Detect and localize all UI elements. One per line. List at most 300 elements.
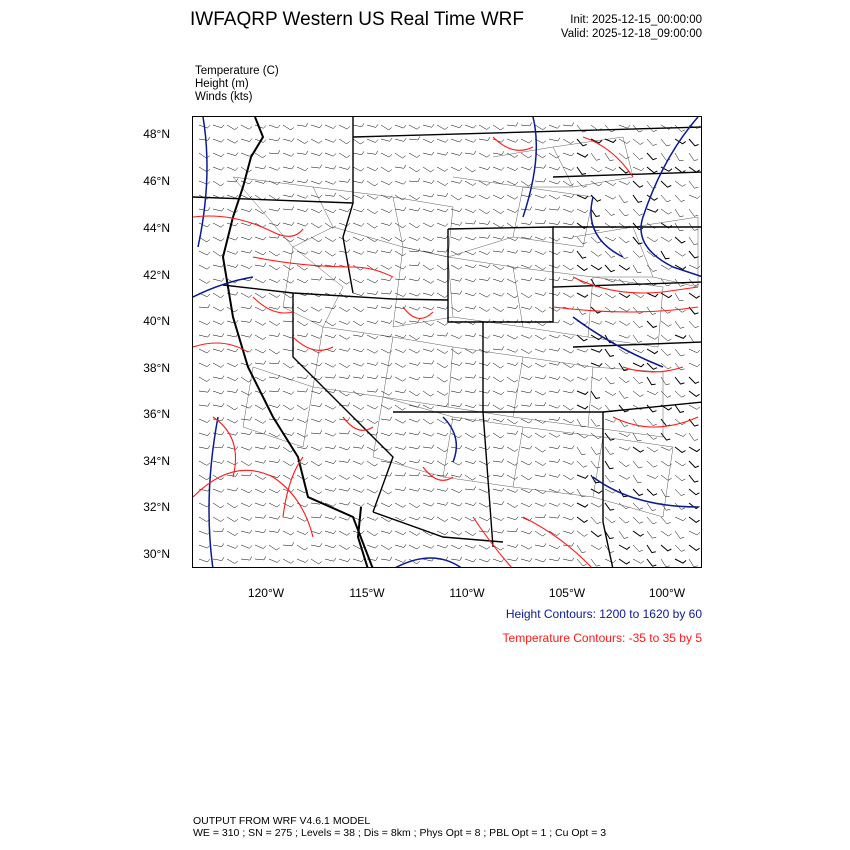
wind-barb: [647, 391, 658, 395]
wind-barb: [451, 291, 462, 295]
wind-barb: [353, 139, 364, 144]
wind-barb: [633, 363, 644, 367]
wind-barb: [535, 208, 546, 211]
wind-barb: [549, 167, 560, 170]
wind-barb: [549, 459, 560, 462]
wind-barb: [591, 349, 602, 352]
wind-barb: [213, 528, 224, 532]
wind-barb: [605, 181, 616, 186]
wind-barb: [507, 209, 518, 213]
wind-barb: [549, 181, 560, 184]
wind-barb: [297, 179, 308, 182]
wind-barb: [437, 306, 448, 309]
wind-barb: [311, 153, 322, 156]
wind-barb: [353, 307, 364, 312]
wind-barb: [297, 559, 308, 563]
wind-barb: [507, 558, 518, 561]
wind-barb: [199, 251, 210, 255]
wind-barb: [549, 277, 560, 281]
wind-barb: [549, 251, 560, 255]
wind-barb: [353, 445, 364, 449]
wind-barb: [437, 181, 448, 186]
county-borders-layer: [233, 137, 698, 517]
wind-barb: [283, 237, 294, 242]
wind-barb: [325, 460, 336, 463]
wind-barb: [591, 167, 602, 172]
temperature-contour-legend: Temperature Contours: -35 to 35 by 5: [502, 631, 702, 645]
wind-barb: [633, 517, 643, 523]
wind-barb: [577, 517, 588, 522]
wind-barb: [255, 180, 266, 183]
wind-barb: [381, 250, 392, 253]
wind-barb: [633, 153, 643, 159]
wind-barb: [381, 363, 392, 366]
wind-barb: [619, 517, 629, 523]
wind-barb: [199, 517, 210, 522]
wind-barb: [395, 419, 406, 423]
wind-barb: [199, 461, 210, 465]
wind-barb: [311, 307, 322, 311]
wind-barb: [353, 405, 364, 410]
wind-barb: [437, 447, 448, 452]
wind-barb: [689, 181, 698, 188]
wind-barb: [605, 517, 615, 523]
wind-barb: [367, 389, 378, 393]
wind-barb: [423, 292, 434, 295]
wind-barb: [227, 405, 238, 410]
wind-barb: [325, 375, 336, 379]
wind-barb: [213, 125, 224, 128]
wind-barb: [633, 167, 644, 171]
wind-barb: [437, 488, 448, 491]
wind-barb: [549, 405, 560, 408]
wind-barb: [493, 223, 504, 228]
wind-barb: [395, 181, 406, 184]
wind-barb: [451, 180, 462, 183]
wind-barb: [213, 557, 224, 560]
wind-barb: [409, 136, 420, 140]
wind-barb: [661, 461, 672, 466]
wind-barb: [563, 363, 574, 368]
wind-barb: [605, 125, 615, 132]
wind-barb: [409, 432, 420, 435]
wind-barb: [549, 237, 560, 241]
wind-barb: [213, 444, 224, 448]
wind-barb: [213, 293, 224, 298]
wind-barb: [255, 166, 266, 169]
wind-barb: [227, 531, 238, 536]
wind-barb: [409, 460, 420, 463]
wind-barb: [283, 559, 294, 563]
wind-barb: [381, 167, 392, 172]
wind-barb: [199, 279, 210, 284]
wind-barb: [381, 391, 392, 395]
wind-barb: [241, 489, 252, 493]
wind-barb: [437, 349, 448, 354]
wind-barb: [297, 405, 308, 410]
wind-barb: [241, 237, 252, 240]
wind-barb: [339, 447, 350, 450]
wind-barb: [311, 419, 322, 422]
wind-barb: [465, 433, 476, 438]
wind-barb: [633, 447, 644, 452]
map-title: IWFAQRP Western US Real Time WRF: [190, 9, 524, 30]
wind-barb: [367, 195, 378, 199]
wind-barb: [689, 153, 698, 161]
wind-barb: [493, 488, 504, 491]
wind-barb: [633, 433, 642, 441]
wind-barb: [465, 151, 476, 155]
wind-barb: [451, 531, 462, 535]
wind-barb: [423, 152, 434, 155]
wind-barb: [381, 277, 392, 280]
wind-barb: [591, 545, 602, 550]
wind-barb: [395, 377, 406, 381]
wind-barb: [661, 251, 670, 259]
wind-barb: [619, 237, 629, 243]
wind-barb: [339, 209, 350, 212]
wind-barb: [479, 235, 490, 239]
wind-barb: [479, 153, 490, 157]
wind-barb: [633, 251, 643, 257]
wind-barb: [283, 418, 294, 421]
wind-barb: [297, 321, 308, 326]
wind-barb: [255, 529, 266, 532]
wind-barb: [521, 139, 532, 143]
wind-barb: [647, 559, 656, 566]
wind-barb: [367, 223, 378, 228]
height-contour-legend: Height Contours: 1200 to 1620 by 60: [505, 607, 702, 621]
wind-barb: [521, 306, 532, 309]
wind-barb: [451, 139, 462, 142]
wind-barb: [577, 559, 587, 566]
wind-barb: [255, 279, 266, 283]
wind-barb: [283, 222, 294, 225]
wind-barb: [241, 503, 252, 507]
field-height: Height (m): [195, 78, 249, 90]
wind-barb: [479, 125, 490, 130]
wind-barb: [311, 125, 322, 128]
wind-barb: [647, 503, 656, 511]
wind-barb: [451, 125, 462, 128]
wind-barb: [689, 293, 700, 298]
wind-barb: [311, 139, 322, 143]
wind-barb: [493, 209, 504, 214]
wind-barb: [493, 334, 504, 337]
wind-barb: [381, 530, 392, 533]
wind-barb: [311, 181, 322, 184]
wind-barb: [535, 503, 546, 506]
wind-barb: [507, 431, 518, 434]
wind-barb: [395, 349, 406, 353]
wind-barb: [549, 362, 560, 365]
wind-barb: [521, 265, 532, 268]
wind-barb: [521, 489, 532, 493]
wind-barb: [675, 447, 686, 453]
wind-barb: [339, 559, 350, 562]
wind-barb: [241, 545, 252, 548]
wind-barb: [535, 514, 546, 518]
wind-barb: [297, 123, 308, 127]
wind-barb: [325, 488, 336, 491]
wind-barb: [563, 405, 574, 410]
wind-barb: [339, 348, 350, 351]
wind-barb: [661, 391, 671, 397]
wind-barb: [409, 125, 420, 129]
wind-barb: [535, 278, 546, 281]
wind-barb: [675, 335, 686, 338]
wind-barb: [353, 461, 364, 464]
wind-barb: [479, 559, 490, 562]
wind-barb: [451, 265, 462, 269]
wind-barb: [395, 487, 406, 491]
wind-barb: [297, 545, 308, 550]
wind-barb: [269, 503, 280, 507]
wind-barb: [213, 517, 224, 522]
wind-barb: [381, 222, 392, 225]
wind-barb: [465, 361, 476, 364]
wind-barb: [493, 249, 504, 253]
wind-barb: [255, 321, 266, 325]
wind-barb: [591, 307, 601, 313]
wind-barb: [423, 180, 434, 183]
wind-barb: [437, 293, 448, 298]
wind-barb: [409, 223, 420, 228]
wind-barb: [563, 265, 574, 270]
wind-barb: [465, 475, 476, 480]
valid-time: Valid: 2025-12-18_09:00:00: [560, 28, 702, 40]
wind-barb: [591, 559, 600, 566]
wind-barb: [297, 349, 308, 352]
wind-barb: [423, 334, 434, 337]
wind-barb: [395, 125, 406, 128]
field-winds: Winds (kts): [195, 91, 253, 103]
wind-barb: [619, 391, 628, 398]
wind-barb: [269, 516, 280, 519]
wind-barb: [521, 503, 532, 507]
wind-barb: [521, 446, 532, 449]
wind-barb: [199, 265, 210, 269]
wind-barb: [297, 446, 308, 449]
wind-barb: [213, 334, 224, 337]
wind-barb: [549, 503, 560, 506]
wind-barb: [605, 209, 615, 216]
wind-barb: [549, 221, 560, 224]
wind-barb: [521, 249, 532, 253]
wind-barb: [535, 376, 546, 379]
wind-barb: [661, 517, 671, 524]
wind-barb: [311, 237, 322, 242]
wind-barb: [381, 209, 392, 213]
wind-barb: [241, 517, 252, 520]
wind-barb: [255, 153, 266, 158]
wind-barb: [269, 306, 280, 309]
wind-barb: [521, 153, 532, 158]
wind-barb: [213, 264, 224, 267]
weather-map: [192, 116, 702, 568]
wind-barb: [563, 235, 574, 238]
coastline-layer: [223, 117, 373, 568]
wind-barb: [241, 139, 252, 142]
wind-barb: [199, 304, 210, 308]
wind-barb: [521, 277, 532, 280]
wind-barb: [465, 293, 476, 296]
wind-barb: [241, 265, 252, 269]
wind-barb: [507, 461, 518, 465]
wind-barb: [479, 195, 490, 199]
wind-barb: [633, 559, 644, 563]
wind-barb: [395, 165, 406, 168]
wind-barb: [395, 405, 406, 410]
wind-barb: [241, 250, 252, 253]
wind-barb: [395, 363, 406, 367]
wind-barb: [521, 349, 532, 354]
wind-barb: [465, 390, 476, 393]
wind-barb: [493, 236, 504, 239]
wind-barb: [535, 165, 546, 169]
wind-barb: [325, 558, 336, 561]
wind-barb: [437, 531, 448, 535]
wind-barb: [465, 559, 476, 562]
wind-barb: [493, 265, 504, 270]
wind-barb: [283, 166, 294, 169]
wind-barb: [395, 390, 406, 393]
wind-barb: [521, 558, 532, 561]
wind-barb: [325, 153, 336, 156]
wind-barb: [451, 362, 462, 365]
field-temperature: Temperature (C): [195, 65, 279, 77]
wind-barb: [339, 502, 350, 505]
wind-barb: [507, 377, 518, 382]
wind-barb: [591, 265, 602, 270]
wind-barb: [479, 251, 490, 255]
wind-barb: [339, 179, 350, 182]
wind-barb: [521, 221, 532, 224]
wind-barb: [283, 363, 294, 368]
wind-barb: [241, 417, 252, 421]
wind-barb: [535, 363, 546, 367]
wind-barb: [689, 405, 700, 409]
wind-barb: [423, 124, 434, 127]
wind-barb: [605, 265, 615, 272]
wind-barb: [675, 391, 685, 397]
wind-barb: [619, 181, 630, 185]
wind-barb: [563, 446, 574, 449]
wind-barb: [339, 279, 350, 284]
wind-barb: [689, 139, 699, 146]
wind-barb: [395, 276, 406, 280]
wind-barb: [451, 557, 462, 561]
wind-barb: [577, 531, 588, 536]
wind-barb: [577, 349, 588, 352]
wind-barb: [479, 529, 490, 533]
wind-barb: [605, 167, 616, 171]
wind-barb: [423, 391, 434, 396]
wind-barb: [451, 390, 462, 393]
wind-barb: [521, 545, 532, 549]
wind-barb: [451, 377, 462, 380]
wind-barb: [269, 138, 280, 141]
wind-barb: [605, 461, 614, 469]
wind-barb: [535, 461, 546, 466]
wind-barb: [507, 181, 518, 185]
wind-barb: [269, 150, 280, 154]
wind-barb: [549, 207, 560, 211]
wind-barb: [283, 279, 294, 283]
wind-barb: [367, 151, 378, 155]
wind-barb: [367, 209, 378, 214]
lat-label: 36°N: [143, 407, 170, 421]
wind-barb: [507, 335, 518, 339]
wind-barb: [647, 335, 658, 339]
wind-barb: [493, 125, 504, 130]
wind-barb: [227, 419, 238, 423]
lat-label: 34°N: [143, 454, 170, 468]
wind-barb: [507, 517, 518, 520]
wind-barb: [549, 265, 560, 268]
wind-barb: [675, 153, 684, 161]
wind-barb: [269, 167, 280, 170]
wind-barb: [409, 248, 420, 252]
wind-barb: [563, 335, 574, 339]
wind-barb: [437, 321, 448, 325]
wind-barb: [619, 195, 628, 203]
wind-barb: [689, 489, 699, 495]
wind-barb: [213, 403, 224, 406]
wind-barb: [213, 223, 224, 227]
wind-barb: [675, 195, 685, 202]
wind-barb: [493, 473, 504, 476]
wind-barb: [297, 389, 308, 393]
wind-barb: [199, 349, 210, 353]
wind-barb: [423, 237, 434, 241]
wind-barb: [647, 405, 657, 412]
wind-barb: [297, 195, 308, 198]
wind-barb: [311, 489, 322, 494]
wind-barb: [227, 349, 238, 352]
wind-barb: [591, 363, 602, 366]
wind-barb: [675, 237, 685, 243]
wind-barb: [689, 461, 699, 468]
wind-barb: [619, 209, 629, 216]
wind-barb: [423, 488, 434, 491]
wind-barb: [451, 403, 462, 406]
wind-barb: [633, 209, 643, 216]
wind-barb: [507, 447, 518, 452]
wind-barb: [409, 208, 420, 211]
wind-barb: [647, 209, 658, 212]
wind-barb: [675, 251, 686, 256]
wind-barb: [563, 461, 574, 464]
lat-label: 30°N: [143, 547, 170, 561]
wind-barb: [521, 461, 532, 465]
wind-barb: [535, 489, 546, 494]
wind-barb: [311, 277, 322, 281]
wind-barb: [409, 503, 420, 508]
wind-barb: [563, 222, 574, 225]
wind-barb: [465, 279, 476, 282]
wind-barb: [591, 251, 602, 256]
wind-barb: [241, 447, 252, 450]
wind-barb: [563, 503, 574, 507]
wind-barb: [241, 461, 252, 466]
wind-barb: [591, 517, 601, 524]
wind-barb: [689, 265, 700, 269]
wind-barb: [227, 545, 238, 548]
wind-barb: [381, 433, 392, 436]
wind-barb: [451, 503, 462, 506]
wind-barb: [619, 475, 630, 479]
